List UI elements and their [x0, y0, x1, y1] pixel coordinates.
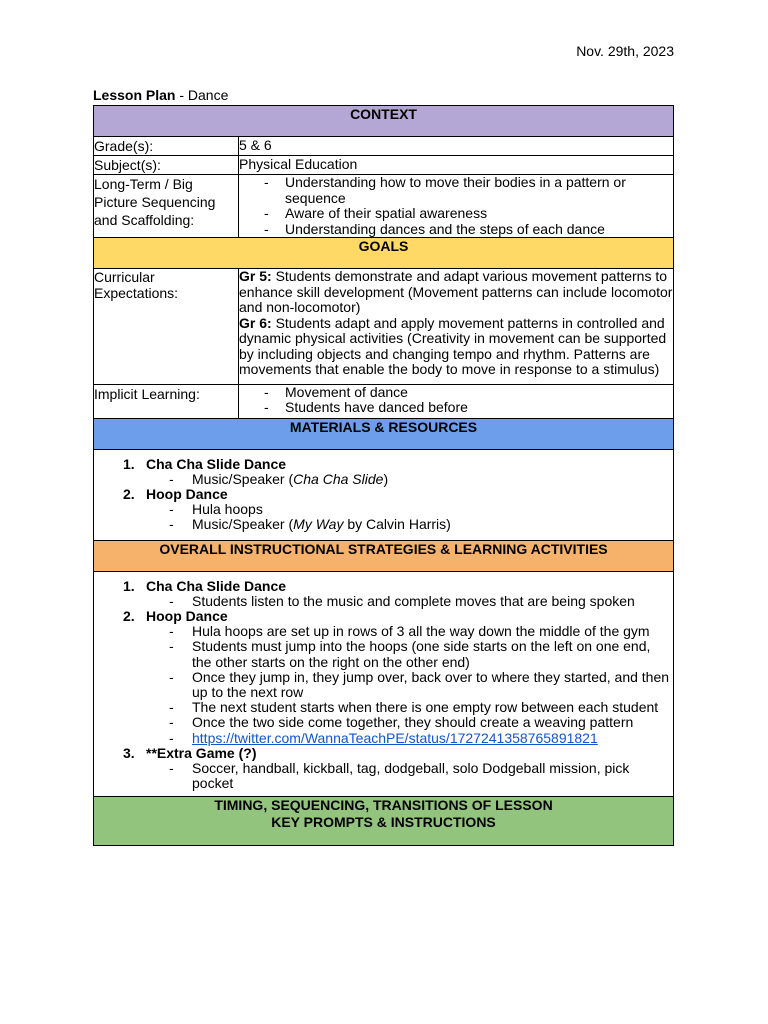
gr5-text: Students demonstrate and adapt various movement patterns to enhance skill development (Movement patterns can include locomotor and non-locomotor) [239, 268, 673, 315]
strategies-list [94, 579, 673, 792]
sub-item: - Soccer, handball, kickball, tag, dodgeball, solo Dodgeball mission, pick pocket [94, 761, 673, 791]
item-title: Cha Cha Slide Dance [146, 455, 287, 472]
materials-header: MATERIALS & RESOURCES [94, 418, 674, 449]
twitter-link[interactable]: https://twitter.com/WannaTeachPE/status/1727241358765891821 [192, 729, 598, 746]
item-number: 3. [123, 744, 135, 761]
list-item: - Understanding how to move their bodies in a pattern or sequence [239, 175, 673, 206]
sub-text: Music/Speaker ( [192, 516, 294, 533]
lesson-plan-table [93, 105, 674, 846]
curricular-value [239, 269, 674, 385]
sub-item: - Hula hoops are set up in rows of 3 all the way down the middle of the gym [94, 624, 673, 639]
sub-item: - Students listen to the music and complete moves that are being spoken [94, 594, 673, 609]
sub-list [146, 594, 673, 609]
materials-list [94, 457, 673, 533]
sub-item: - Once they jump in, they jump over, back over to where they started, and then up to the next row [94, 670, 673, 700]
timing-line-2: KEY PROMPTS & INSTRUCTIONS [271, 814, 496, 831]
sub-list [146, 502, 673, 532]
gr5-expectation [239, 269, 673, 316]
list-item: - Students have danced before [239, 400, 673, 416]
strategies-header: OVERALL INSTRUCTIONAL STRATEGIES & LEARNING ACTIVITIES [94, 540, 674, 571]
gr6-text: Students adapt and apply movement patterns in controlled and dynamic physical activities (Creativity in movement can be supported by including objects and changing tempo and rhythm. Patterns are movements that enable the body to move in response to a stimulus) [239, 314, 667, 377]
curricular-label: Curricular Expectations: [94, 269, 239, 385]
song-title: My Way [293, 516, 344, 533]
list-item [94, 579, 673, 609]
longterm-value [239, 175, 674, 238]
item-title: Cha Cha Slide Dance [146, 577, 287, 594]
implicit-value [239, 384, 674, 418]
title-bold: Lesson Plan [93, 87, 176, 103]
implicit-list [239, 385, 673, 416]
document-title [93, 87, 228, 103]
implicit-label: Implicit Learning: [94, 384, 239, 418]
longterm-label: Long-Term / Big Picture Sequencing and Scaffolding: [94, 175, 239, 238]
timing-line-1: TIMING, SEQUENCING, TRANSITIONS OF LESSON [214, 797, 553, 814]
item-number: 1. [123, 455, 135, 472]
sub-list [146, 472, 673, 487]
sub-item: - Hula hoops [94, 502, 673, 517]
item-title: Hoop Dance [146, 607, 228, 624]
list-item [94, 457, 673, 487]
item-title: **Extra Game (?) [146, 744, 257, 761]
sub-text: by Calvin Harris) [343, 516, 451, 533]
grades-value: 5 & 6 [239, 137, 674, 156]
sub-list [146, 761, 673, 791]
item-number: 2. [123, 607, 135, 624]
subjects-label: Subject(s): [94, 156, 239, 175]
sub-item: - Students must jump into the hoops (one side starts on the left on one end, the other starts on the right on the other end) [94, 639, 673, 669]
sub-list [146, 624, 673, 746]
timing-header [94, 797, 674, 846]
subjects-value: Physical Education [239, 156, 674, 175]
grades-label: Grade(s): [94, 137, 239, 156]
list-item [94, 487, 673, 533]
song-title: Cha Cha Slide [293, 470, 384, 487]
longterm-list [239, 175, 673, 237]
sub-item [94, 517, 673, 532]
item-number: 1. [123, 577, 135, 594]
goals-header: GOALS [94, 238, 674, 269]
materials-body [94, 449, 674, 540]
sub-item: - Once the two side come together, they should create a weaving pattern [94, 715, 673, 730]
document-date: Nov. 29th, 2023 [576, 43, 674, 59]
list-item [94, 609, 673, 746]
title-rest: - Dance [175, 87, 229, 103]
gr6-expectation [239, 316, 673, 378]
strategies-body [94, 571, 674, 797]
sub-text: ) [383, 470, 389, 487]
list-item [94, 746, 673, 792]
list-item: - Aware of their spatial awareness [239, 206, 673, 222]
sub-item [94, 472, 673, 487]
gr5-label: Gr 5: [239, 268, 272, 284]
context-header: CONTEXT [94, 106, 674, 137]
gr6-label: Gr 6: [239, 314, 272, 331]
sub-item: - The next student starts when there is one empty row between each student [94, 700, 673, 715]
item-number: 2. [123, 485, 135, 502]
list-item: - Movement of dance [239, 385, 673, 401]
list-item: - Understanding dances and the steps of each dance [239, 222, 673, 238]
sub-item [94, 731, 673, 746]
sub-text: Music/Speaker ( [192, 470, 294, 487]
item-title: Hoop Dance [146, 485, 228, 502]
